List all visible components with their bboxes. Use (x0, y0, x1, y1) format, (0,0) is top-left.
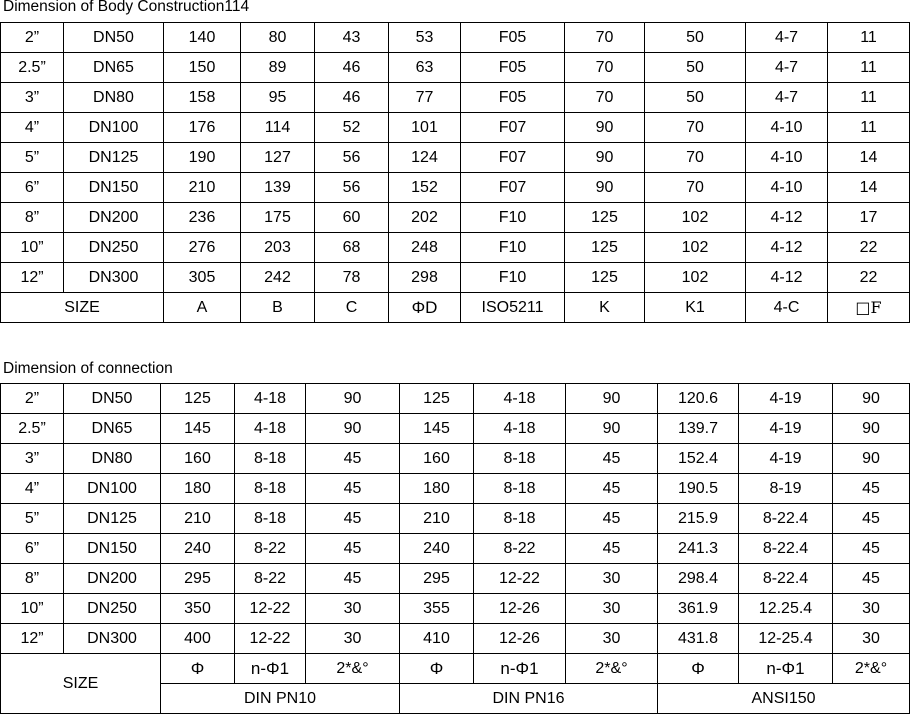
table-cell: 63 (389, 53, 461, 83)
table-cell: 4-19 (739, 444, 833, 474)
table-cell: 150 (164, 53, 241, 83)
table-cell: 90 (566, 384, 658, 414)
table-row (1, 384, 910, 414)
table-cell: 10” (1, 594, 64, 624)
table-row (1, 83, 910, 113)
table-cell: 2.5” (1, 414, 64, 444)
table-cell: 12-26 (474, 624, 566, 654)
col-header: Φ (658, 654, 739, 684)
table-cell: F07 (461, 143, 565, 173)
table-cell: 8-18 (235, 444, 306, 474)
table-cell: 45 (306, 534, 400, 564)
table-cell: 30 (833, 594, 910, 624)
table-cell: 11 (828, 83, 910, 113)
table-cell: 4-10 (746, 143, 828, 173)
table-cell: 45 (833, 534, 910, 564)
table-cell: 102 (645, 203, 746, 233)
table-cell: DN150 (64, 534, 161, 564)
table-cell: 139.7 (658, 414, 739, 444)
table-row (1, 23, 910, 53)
table-row (1, 53, 910, 83)
table-cell: 50 (645, 83, 746, 113)
table-cell: 4-18 (474, 414, 566, 444)
table-cell: 70 (565, 83, 645, 113)
table-cell: 45 (306, 474, 400, 504)
table-cell: 203 (241, 233, 315, 263)
table-cell: 240 (400, 534, 474, 564)
table-cell: DN100 (64, 113, 164, 143)
table-cell: 8-22.4 (739, 534, 833, 564)
table-cell: 8-22 (474, 534, 566, 564)
table-cell: 4-7 (746, 53, 828, 83)
table-cell: 240 (161, 534, 235, 564)
table-cell: 80 (241, 23, 315, 53)
col-header: 2*&° (833, 654, 910, 684)
table-cell: 52 (315, 113, 389, 143)
table-cell: 4-19 (739, 384, 833, 414)
col-header: n-Φ1 (739, 654, 833, 684)
table-cell: 30 (566, 624, 658, 654)
table-cell: 70 (645, 173, 746, 203)
col-header: 2*&° (306, 654, 400, 684)
table-cell: 4-10 (746, 113, 828, 143)
table-cell: 45 (566, 534, 658, 564)
table-cell: 4” (1, 113, 64, 143)
table-cell: 8” (1, 203, 64, 233)
table-row (1, 474, 910, 504)
table-cell: F07 (461, 113, 565, 143)
col-header: A (164, 293, 241, 323)
table-cell: 210 (164, 173, 241, 203)
table-cell: 45 (566, 504, 658, 534)
table-cell: F10 (461, 203, 565, 233)
table-cell: 30 (306, 594, 400, 624)
table-cell: 8-22 (235, 534, 306, 564)
table-cell: 215.9 (658, 504, 739, 534)
table-cell: 4-18 (474, 384, 566, 414)
table-cell: 295 (161, 564, 235, 594)
group-header: DIN PN16 (400, 684, 658, 714)
table-cell: 400 (161, 624, 235, 654)
connection-title: Dimension of connection (3, 360, 173, 377)
col-header: B (241, 293, 315, 323)
table-cell: 4-19 (739, 414, 833, 444)
table-cell: 8-22.4 (739, 564, 833, 594)
table-cell: 10” (1, 233, 64, 263)
table-cell: 12-26 (474, 594, 566, 624)
table-cell: DN100 (64, 474, 161, 504)
table-cell: 60 (315, 203, 389, 233)
table-cell: 14 (828, 173, 910, 203)
table-cell: 46 (315, 83, 389, 113)
table-cell: 145 (400, 414, 474, 444)
table-cell: 125 (565, 233, 645, 263)
table-row (1, 444, 910, 474)
table-cell: 45 (306, 564, 400, 594)
table-cell: 46 (315, 53, 389, 83)
group-header: ANSI150 (658, 684, 910, 714)
table-cell: 90 (566, 414, 658, 444)
table-cell: 176 (164, 113, 241, 143)
body-construction-table (0, 22, 910, 323)
table-cell: 140 (164, 23, 241, 53)
table-cell: 3” (1, 444, 64, 474)
col-header: 4-C (746, 293, 828, 323)
table-cell: 180 (400, 474, 474, 504)
table-cell: 236 (164, 203, 241, 233)
table-cell: 12” (1, 624, 64, 654)
size-header: SIZE (1, 293, 164, 323)
table-row (1, 113, 910, 143)
col-header: C (315, 293, 389, 323)
table-cell: 114 (241, 113, 315, 143)
table-cell: 152.4 (658, 444, 739, 474)
table-cell: 410 (400, 624, 474, 654)
table-cell: 70 (565, 23, 645, 53)
table-cell: 70 (645, 143, 746, 173)
table-cell: 248 (389, 233, 461, 263)
table-cell: 8” (1, 564, 64, 594)
table-cell: 30 (833, 624, 910, 654)
table-cell: 89 (241, 53, 315, 83)
table-cell: 8-22.4 (739, 504, 833, 534)
table-cell: 139 (241, 173, 315, 203)
table-cell: 56 (315, 173, 389, 203)
table-cell: 45 (306, 504, 400, 534)
table-cell: F05 (461, 53, 565, 83)
table-cell: 276 (164, 233, 241, 263)
table-cell: 160 (400, 444, 474, 474)
table-cell: 90 (565, 113, 645, 143)
table-cell: 298.4 (658, 564, 739, 594)
table-cell: DN300 (64, 624, 161, 654)
col-header: ΦD (389, 293, 461, 323)
table-cell: 431.8 (658, 624, 739, 654)
table-cell: 241.3 (658, 534, 739, 564)
table-cell: 11 (828, 53, 910, 83)
table-cell: 190 (164, 143, 241, 173)
table-row (1, 564, 910, 594)
table-cell: 30 (566, 564, 658, 594)
table-cell: 14 (828, 143, 910, 173)
table-cell: 190.5 (658, 474, 739, 504)
group-header: DIN PN10 (161, 684, 400, 714)
table-cell: 120.6 (658, 384, 739, 414)
table-cell: 2” (1, 384, 64, 414)
connection-table (0, 383, 910, 714)
table-cell: 12” (1, 263, 64, 293)
table-header-row (1, 293, 910, 323)
table-cell: 4-12 (746, 263, 828, 293)
table-cell: 8-18 (235, 474, 306, 504)
body-construction-title: Dimension of Body Construction114 (3, 0, 250, 15)
table-cell: 5” (1, 143, 64, 173)
table-cell: 90 (565, 173, 645, 203)
table-cell: 78 (315, 263, 389, 293)
table-cell: 6” (1, 173, 64, 203)
table-row (1, 203, 910, 233)
table-cell: 6” (1, 534, 64, 564)
table-cell: 4-10 (746, 173, 828, 203)
table-cell: 90 (306, 384, 400, 414)
table-cell: 102 (645, 263, 746, 293)
table-cell: 70 (645, 113, 746, 143)
table-cell: 56 (315, 143, 389, 173)
table-cell: 8-18 (235, 504, 306, 534)
table-cell: F05 (461, 83, 565, 113)
table-cell: 90 (833, 414, 910, 444)
table-cell: DN125 (64, 504, 161, 534)
table-cell: 50 (645, 23, 746, 53)
table-cell: 45 (833, 504, 910, 534)
table-cell: 124 (389, 143, 461, 173)
table-cell: 8-22 (235, 564, 306, 594)
table-row (1, 504, 910, 534)
table-cell: F10 (461, 263, 565, 293)
table-cell: DN200 (64, 564, 161, 594)
table-cell: 45 (833, 564, 910, 594)
table-row (1, 263, 910, 293)
table-cell: 12-22 (474, 564, 566, 594)
size-header: SIZE (1, 654, 161, 714)
table-cell: DN200 (64, 203, 164, 233)
table-row (1, 173, 910, 203)
table-cell: 70 (565, 53, 645, 83)
table-cell: F05 (461, 23, 565, 53)
table-cell: DN65 (64, 414, 161, 444)
col-header: Φ (161, 654, 235, 684)
table-cell: 242 (241, 263, 315, 293)
table-cell: 158 (164, 83, 241, 113)
table-cell: 4-7 (746, 23, 828, 53)
table-cell: 53 (389, 23, 461, 53)
table-cell: 4-18 (235, 384, 306, 414)
table-cell: 12-22 (235, 624, 306, 654)
table-cell: 77 (389, 83, 461, 113)
table-cell: 5” (1, 504, 64, 534)
table-cell: DN250 (64, 233, 164, 263)
table-cell: 102 (645, 233, 746, 263)
col-header: □F (828, 293, 910, 323)
table-cell: 68 (315, 233, 389, 263)
table-cell: 152 (389, 173, 461, 203)
table-cell: 4-7 (746, 83, 828, 113)
table-cell: 22 (828, 263, 910, 293)
table-cell: 45 (566, 444, 658, 474)
table-cell: 90 (306, 414, 400, 444)
table-cell: 11 (828, 23, 910, 53)
table-cell: 4-12 (746, 203, 828, 233)
table-cell: 355 (400, 594, 474, 624)
table-cell: 295 (400, 564, 474, 594)
col-header: K (565, 293, 645, 323)
col-header: ISO5211 (461, 293, 565, 323)
table-cell: 125 (565, 263, 645, 293)
table-cell: F07 (461, 173, 565, 203)
table-cell: 2” (1, 23, 64, 53)
table-cell: 101 (389, 113, 461, 143)
table-cell: 210 (161, 504, 235, 534)
table-cell: DN150 (64, 173, 164, 203)
table-cell: 90 (565, 143, 645, 173)
table-cell: DN250 (64, 594, 161, 624)
table-cell: DN80 (64, 83, 164, 113)
table-row (1, 594, 910, 624)
table-cell: 350 (161, 594, 235, 624)
table-row (1, 534, 910, 564)
table-cell: 305 (164, 263, 241, 293)
table-row (1, 624, 910, 654)
table-cell: 210 (400, 504, 474, 534)
table-cell: 43 (315, 23, 389, 53)
col-header: n-Φ1 (474, 654, 566, 684)
table-row (1, 414, 910, 444)
table-cell: 12-22 (235, 594, 306, 624)
table-cell: 4” (1, 474, 64, 504)
table-cell: 22 (828, 233, 910, 263)
table-cell: 30 (566, 594, 658, 624)
table-cell: 45 (566, 474, 658, 504)
table-cell: 90 (833, 384, 910, 414)
table-cell: 2.5” (1, 53, 64, 83)
table-row (1, 143, 910, 173)
table-cell: 45 (306, 444, 400, 474)
table-cell: 11 (828, 113, 910, 143)
table-cell: 361.9 (658, 594, 739, 624)
table-cell: 8-19 (739, 474, 833, 504)
table-header-row (1, 654, 910, 684)
table-cell: 8-18 (474, 474, 566, 504)
table-cell: DN50 (64, 23, 164, 53)
table-cell: 4-18 (235, 414, 306, 444)
table-cell: DN125 (64, 143, 164, 173)
table-cell: 8-18 (474, 504, 566, 534)
col-header: K1 (645, 293, 746, 323)
table-cell: 95 (241, 83, 315, 113)
table-cell: 17 (828, 203, 910, 233)
table-cell: F10 (461, 233, 565, 263)
col-header: 2*&° (566, 654, 658, 684)
col-header: n-Φ1 (235, 654, 306, 684)
table-row (1, 233, 910, 263)
table-cell: 202 (389, 203, 461, 233)
table-cell: DN65 (64, 53, 164, 83)
table-cell: 125 (400, 384, 474, 414)
table-cell: 298 (389, 263, 461, 293)
col-header: Φ (400, 654, 474, 684)
table-cell: 160 (161, 444, 235, 474)
table-cell: DN300 (64, 263, 164, 293)
table-cell: 175 (241, 203, 315, 233)
table-cell: 12-25.4 (739, 624, 833, 654)
table-cell: 45 (833, 474, 910, 504)
table-cell: 127 (241, 143, 315, 173)
table-cell: 145 (161, 414, 235, 444)
table-cell: 30 (306, 624, 400, 654)
table-cell: 125 (565, 203, 645, 233)
table-cell: DN80 (64, 444, 161, 474)
table-cell: 125 (161, 384, 235, 414)
table-cell: 50 (645, 53, 746, 83)
table-cell: 4-12 (746, 233, 828, 263)
table-cell: 8-18 (474, 444, 566, 474)
table-cell: 3” (1, 83, 64, 113)
table-cell: 90 (833, 444, 910, 474)
table-cell: 12.25.4 (739, 594, 833, 624)
table-cell: DN50 (64, 384, 161, 414)
table-cell: 180 (161, 474, 235, 504)
